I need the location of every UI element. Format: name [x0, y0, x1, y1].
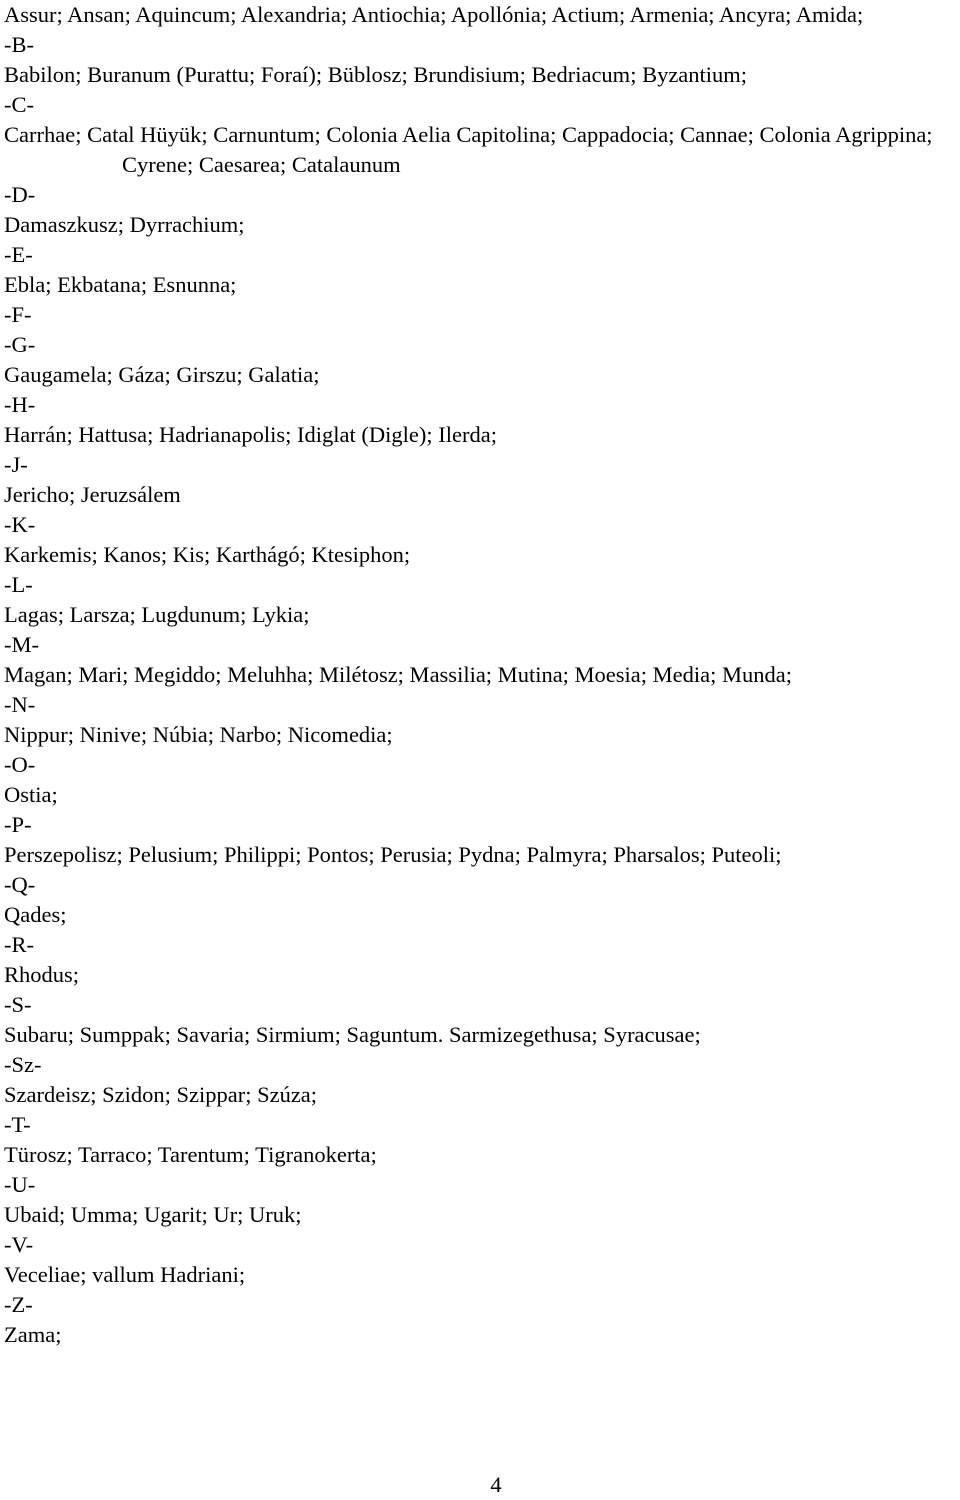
- heading-u: -U-: [4, 1172, 36, 1197]
- heading-n: -N-: [4, 692, 36, 717]
- entries-r: Rhodus;: [4, 962, 80, 987]
- entries-z: Zama;: [4, 1322, 62, 1347]
- heading-d: -D-: [4, 182, 36, 207]
- entries-m: Magan; Mari; Megiddo; Meluhha; Milétosz; Massilia; Mutina; Moesia; Media; Munda;: [4, 662, 793, 687]
- entries-d: Damaszkusz; Dyrrachium;: [4, 212, 245, 237]
- entries-c: Carrhae; Catal Hüyük; Carnuntum; Colonia Aelia Capitolina; Cappadocia; Cannae; Colonia Agrippina; Cyrene; Caesarea; Catalaunum: [4, 122, 933, 177]
- heading-k: -K-: [4, 512, 36, 537]
- entries-p: Perszepolisz; Pelusium; Philippi; Pontos; Perusia; Pydna; Palmyra; Pharsalos; Puteoli;: [4, 842, 782, 867]
- heading-j: -J-: [4, 452, 28, 477]
- heading-sz: -Sz-: [4, 1052, 42, 1077]
- place-name-index: [4, 0, 956, 1350]
- entries-k: Karkemis; Kanos; Kis; Karthágó; Ktesiphon;: [4, 542, 411, 567]
- entries-b: Babilon; Buranum (Purattu; Foraí); Büblosz; Brundisium; Bedriacum; Byzantium;: [4, 62, 748, 87]
- page-number: 4: [490, 1472, 502, 1497]
- heading-g: -G-: [4, 332, 36, 357]
- entries-s: Subaru; Sumppak; Savaria; Sirmium; Saguntum. Sarmizegethusa; Syracusae;: [4, 1022, 701, 1047]
- entries-e: Ebla; Ekbatana; Esnunna;: [4, 272, 237, 297]
- heading-b: -B-: [4, 32, 34, 57]
- entries-a: Assur; Ansan; Aquincum; Alexandria; Antiochia; Apollónia; Actium; Armenia; Ancyra; Amida;: [4, 2, 864, 27]
- heading-l: -L-: [4, 572, 33, 597]
- entries-t: Türosz; Tarraco; Tarentum; Tigranokerta;: [4, 1142, 377, 1167]
- entries-o: Ostia;: [4, 782, 58, 807]
- entries-sz: Szardeisz; Szidon; Szippar; Szúza;: [4, 1082, 318, 1107]
- entries-h: Harrán; Hattusa; Hadrianapolis; Idiglat (Digle); Ilerda;: [4, 422, 497, 447]
- heading-m: -M-: [4, 632, 39, 657]
- heading-p: -P-: [4, 812, 32, 837]
- heading-v: -V-: [4, 1232, 34, 1257]
- heading-t: -T-: [4, 1112, 31, 1137]
- entries-q: Qades;: [4, 902, 67, 927]
- entries-v: Veceliae; vallum Hadriani;: [4, 1262, 246, 1287]
- entries-n: Nippur; Ninive; Núbia; Narbo; Nicomedia;: [4, 722, 393, 747]
- entries-l: Lagas; Larsza; Lugdunum; Lykia;: [4, 602, 310, 627]
- heading-c: -C-: [4, 92, 34, 117]
- entries-j: Jericho; Jeruzsálem: [4, 482, 181, 507]
- heading-h: -H-: [4, 392, 36, 417]
- heading-z: -Z-: [4, 1292, 33, 1317]
- heading-f: -F-: [4, 302, 32, 327]
- heading-q: -Q-: [4, 872, 36, 897]
- entries-g: Gaugamela; Gáza; Girszu; Galatia;: [4, 362, 320, 387]
- heading-s: -S-: [4, 992, 32, 1017]
- entries-u: Ubaid; Umma; Ugarit; Ur; Uruk;: [4, 1202, 302, 1227]
- heading-r: -R-: [4, 932, 34, 957]
- heading-o: -O-: [4, 752, 36, 777]
- heading-e: -E-: [4, 242, 33, 267]
